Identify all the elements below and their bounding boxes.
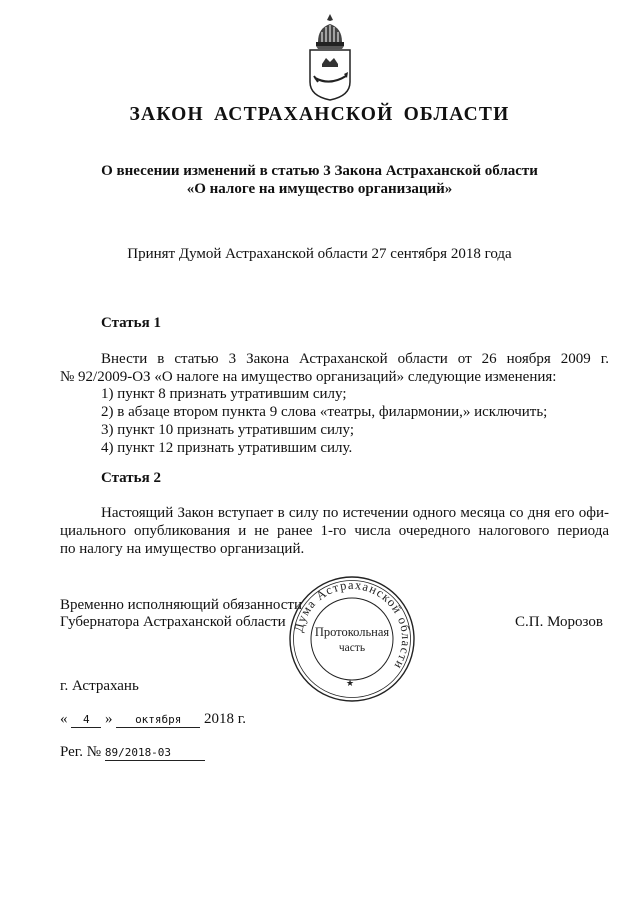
signatory-role-line-1: Временно исполняющий обязанности (60, 597, 303, 613)
article-1-list-item: 4) пункт 12 признать утратившим силу. (101, 440, 353, 456)
stamp-ring-text: Дума Астраханской области (291, 577, 414, 673)
document-title: ЗАКОН АСТРАХАНСКОЙ ОБЛАСТИ (129, 104, 510, 125)
article-1-list-item: 2) в абзаце втором пункта 9 слова «театры, филармонии,» исключить; (101, 404, 548, 420)
signatory-name: С.П. Морозов (515, 614, 603, 630)
date-day: 4 (71, 713, 101, 728)
shield-icon (310, 50, 350, 100)
signing-date (60, 711, 246, 728)
date-open-quote: « (60, 711, 68, 727)
law-subtitle-line-1: О внесении изменений в статью 3 Закона Астраханской области (101, 163, 538, 179)
place-of-signing: г. Астрахань (60, 678, 139, 694)
article-2-heading: Статья 2 (101, 470, 161, 486)
adoption-note: Принят Думой Астраханской области 27 сентября 2018 года (127, 246, 512, 262)
article-1-text-line-2: № 92/2009-ОЗ «О налоге на имущество организаций» следующие изменения: (60, 369, 557, 385)
article-1-list-item: 1) пункт 8 признать утратившим силу; (101, 386, 347, 402)
stamp-center-line-1: Протокольная (314, 625, 390, 639)
crown-icon (316, 14, 344, 49)
registration-number: 89/2018-03 (105, 746, 205, 761)
star-icon: ★ (345, 678, 355, 688)
article-1-heading: Статья 1 (101, 315, 161, 331)
coat-of-arms-emblem (300, 12, 360, 102)
article-1-list-item: 3) пункт 10 признать утратившим силу; (101, 422, 355, 438)
registration-label: Рег. № (60, 744, 102, 760)
date-month: октября (116, 713, 200, 728)
article-2-text-line-3: по налогу на имущество организаций. (60, 541, 305, 557)
article-2-text-line-2: циального опубликования и не ранее 1-го числа очередного налогового периода (60, 523, 609, 539)
registration-number-line (60, 744, 205, 761)
law-subtitle-line-2: «О налоге на имущество организаций» (186, 181, 453, 197)
date-close-quote: » (105, 711, 113, 727)
signatory-role-line-2: Губернатора Астраханской области (60, 614, 286, 630)
article-1-text-line-1: Внести в статью 3 Закона Астраханской области от 26 ноября 2009 г. (101, 351, 609, 367)
official-stamp (288, 575, 416, 703)
article-2-text-line-1: Настоящий Закон вступает в силу по истечении одного месяца со дня его офи- (101, 505, 609, 521)
stamp-center-line-2: часть (338, 642, 366, 654)
date-year: 2018 г. (204, 711, 246, 727)
